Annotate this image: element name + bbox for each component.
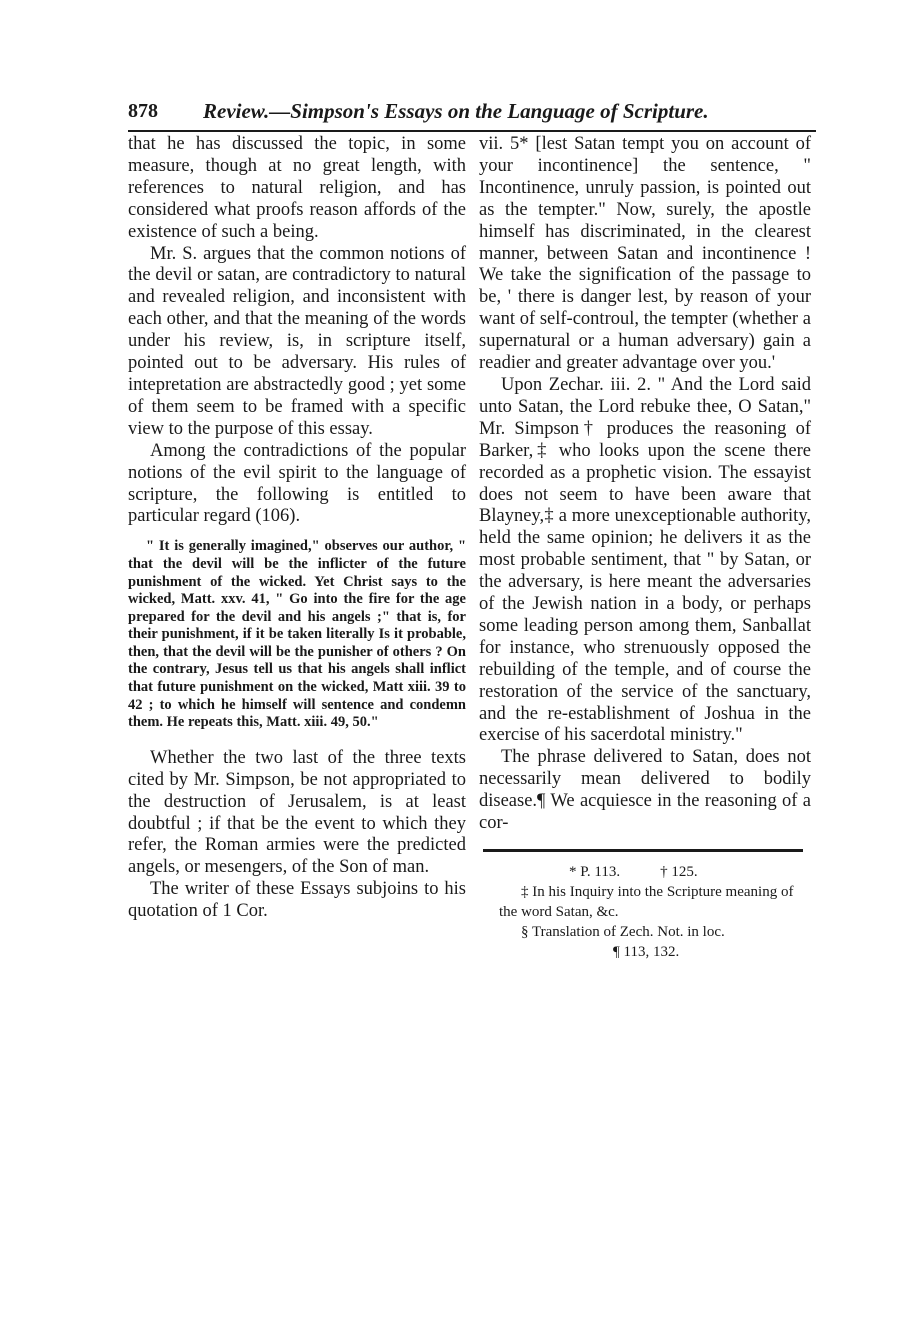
footnote: * P. 113. xyxy=(569,864,621,880)
paragraph: Mr. S. argues that the common notions of the devil or satan, are contradictory to natural and revealed religion, and inconsistent with each other, and that the meaning of the words under his review, is, in scripture itself, pointed out to be adversary. His rules of intepretation are abstractedly good ; yet some of them seem to be framed with a specific view to the purpose of this essay. xyxy=(128,243,466,439)
left-column xyxy=(128,134,466,923)
page-number: 878 xyxy=(128,100,158,122)
paragraph: Upon Zechar. iii. 2. " And the Lord said unto Satan, the Lord rebuke thee, O Satan," Mr. Simpson† produces the reasoning of Barker,‡ who looks upon the scene there recorded as a prophetic vision. The essayist does not seem to have been aware that Blayney,‡ a more unexceptionable authority, held the same opinion; he delivers it as the most probable sentiment, that " by Satan, or the adversary, is here meant the adversaries of the Jewish nation in a body, or perhaps some leading person among them, Sanballat for instance, who strenuously opposed the rebuilding of the temple, and of course the restoration of the service of the sanctuary, and the re-establishment of Joshua in the exercise of his sacerdotal ministry." xyxy=(479,374,811,746)
footnote: † 125. xyxy=(660,864,698,880)
paragraph: The phrase delivered to Satan, does not necessarily mean delivered to bodily disease.¶ We acquiesce in the reasoning of a cor- xyxy=(479,747,811,834)
paragraph: Whether the two last of the three texts cited by Mr. Simpson, be not appropriated to the destruction of Jerusalem, is at least doubtful ; if that be the event to which they refer, the Roman armies were the predicted angels, or mesengers, of the Son of man. xyxy=(128,747,466,878)
footnote: § Translation of Zech. Not. in loc. xyxy=(521,924,725,940)
paragraph: Among the contradictions of the popular notions of the evil spirit to the language of scripture, the following is entitled to particular regard (106). xyxy=(128,440,466,527)
right-column xyxy=(479,134,811,962)
paragraph: that he has discussed the topic, in some measure, though at no great length, with references to natural religion, and has considered what proofs reason affords of the existence of such a being. xyxy=(128,134,466,242)
paragraph: vii. 5* [lest Satan tempt you on account of your incontinence] the sentence, " Incontinence, unruly passion, is pointed out as the tempter." Now, surely, the apostle himself has discriminated, in the clearest manner, between Satan and incontinence ! We take the signification of the passage to be, ' there is danger lest, by reason of your want of self-controul, the tempter (whether a supernatural or a human adversary) gain a readier and greater advantage over you.' xyxy=(479,134,811,374)
footnote: ‡ In his Inquiry into the Scripture meaning of the word Satan, &c. xyxy=(499,884,794,920)
running-title: Review.—Simpson's Essays on the Language of Scripture. xyxy=(203,99,709,123)
footnote-divider xyxy=(483,849,803,852)
block-quote: " It is generally imagined," observes our author, " that the devil will be the inflicter of the future punishment of the wicked. Yet Christ says to the wicked, Matt. xxv. 41, " Go into the fire for the age prepared for the devil and his angels ;" that is, for their punishment, if it be taken literally Is it probable, then, that the devil will be the punisher of others ? On the contrary, Jesus tell us that his angels shall inflict that future punishment on the wicked, Matt xiii. 39 to 42 ; to which he himself will sentence and condemn them. He repeats this, Matt. xiii. 49, 50." xyxy=(128,538,466,731)
paragraph: The writer of these Essays subjoins to his quotation of 1 Cor. xyxy=(128,879,466,922)
footnote-line xyxy=(479,862,811,882)
running-header xyxy=(128,96,816,132)
footnote: ¶ 113, 132. xyxy=(613,944,680,960)
